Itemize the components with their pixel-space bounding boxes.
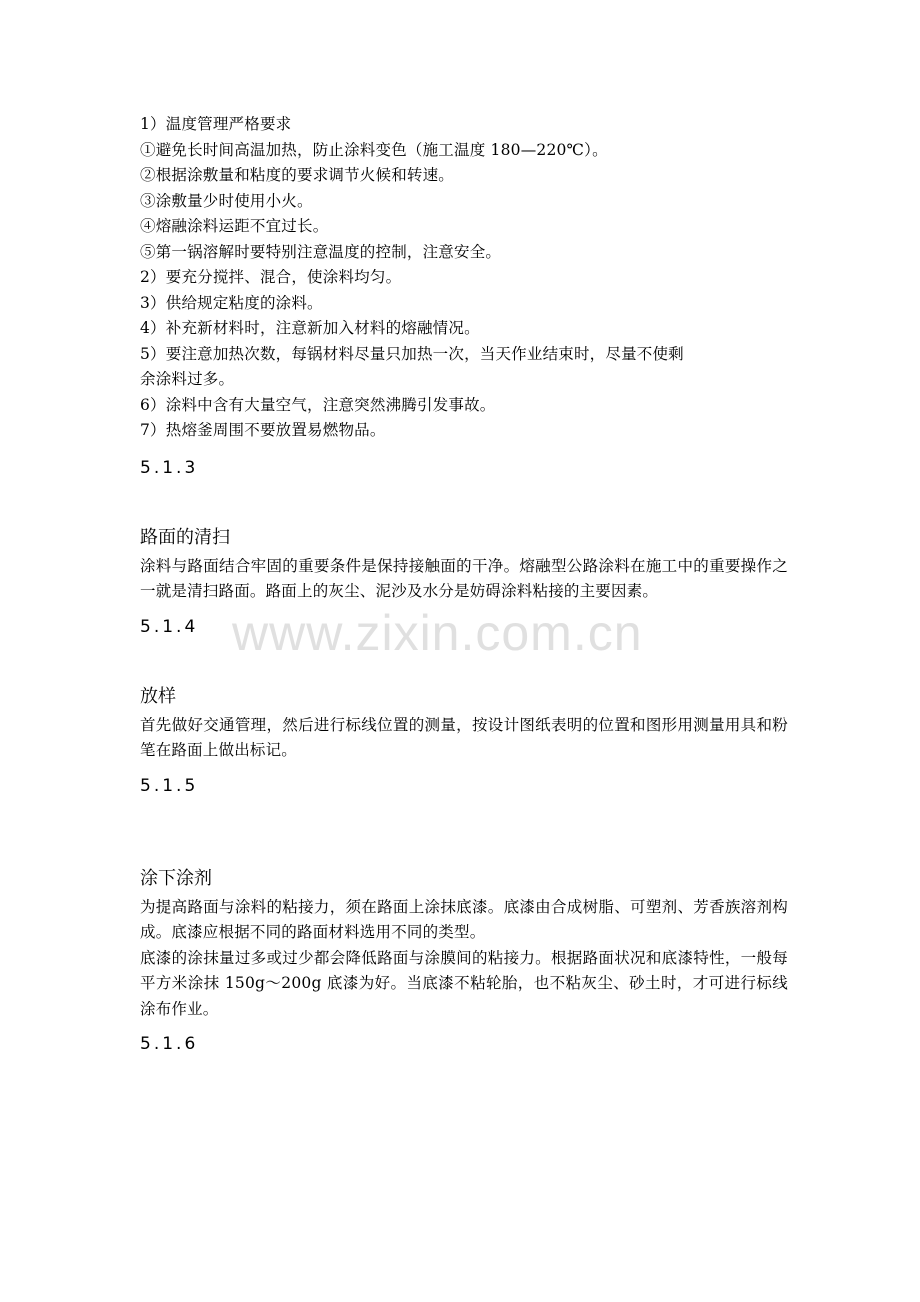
section-title: 涂下涂剂 xyxy=(140,867,212,889)
section-title: 路面的清扫 xyxy=(140,526,230,548)
section-number: 5.1.6 xyxy=(140,1034,199,1054)
watermark-text: www.zixin.com.cn xyxy=(232,605,643,661)
paragraph: 底漆的涂抹量过多或过少都会降低路面与涂膜间的粘接力。根据路面状况和底漆特性，一般每平方米涂抹 150g～200g 底漆为好。当底漆不粘轮胎，也不粘灰尘、砂土时，才可进行标线涂布作业。 xyxy=(140,948,788,1018)
list-item: ①避免长时间高温加热，防止涂料变色（施工温度 180—220℃）。 xyxy=(140,140,608,159)
list-item: 5）要注意加热次数，每锅材料尽量只加热一次，当天作业结束时，尽量不使剩 xyxy=(140,344,684,363)
section-number: 5.1.3 xyxy=(140,457,199,478)
paragraph: 首先做好交通管理，然后进行标线位置的测量，按设计图纸表明的位置和图形用测量用具和粉笔在路面上做出标记。 xyxy=(140,715,788,759)
section-title: 放样 xyxy=(140,685,176,707)
document-page xyxy=(140,112,788,1056)
list-item: 1）温度管理严格要求 xyxy=(140,115,292,133)
list-item: 3）供给规定粘度的涂料。 xyxy=(140,293,323,312)
paragraph: 涂料与路面结合牢固的重要条件是保持接触面的干净。熔融型公路涂料在施工中的重要操作之一就是清扫路面。路面上的灰尘、泥沙及水分是妨碍涂料粘接的主要因素。 xyxy=(140,556,788,600)
list-item: 6）涂料中含有大量空气，注意突然沸腾引发事故。 xyxy=(140,395,496,414)
paragraph: 为提高路面与涂料的粘接力，须在路面上涂抹底漆。底漆由合成树脂、可塑剂、芳香族溶剂构成。底漆应根据不同的路面材料选用不同的类型。 xyxy=(140,897,788,941)
list-item: ②根据涂敷量和粘度的要求调节火候和转速。 xyxy=(140,166,455,184)
list-item: ③涂敷量少时使用小火。 xyxy=(140,191,313,210)
intro-list xyxy=(140,112,788,444)
list-item: ⑤第一锅溶解时要特别注意温度的控制，注意安全。 xyxy=(140,242,502,261)
list-item: ④熔融涂料运距不宜过长。 xyxy=(140,217,329,235)
section-number: 5.1.5 xyxy=(140,775,199,796)
list-item: 4）补充新材料时，注意新加入材料的熔融情况。 xyxy=(140,319,480,337)
list-item: 7）热熔釜周围不要放置易燃物品。 xyxy=(140,421,386,439)
section-number: 5.1.4 xyxy=(140,616,199,637)
list-item: 2）要充分搅拌、混合，使涂料均匀。 xyxy=(140,268,402,286)
list-item: 余涂料过多。 xyxy=(140,370,235,388)
